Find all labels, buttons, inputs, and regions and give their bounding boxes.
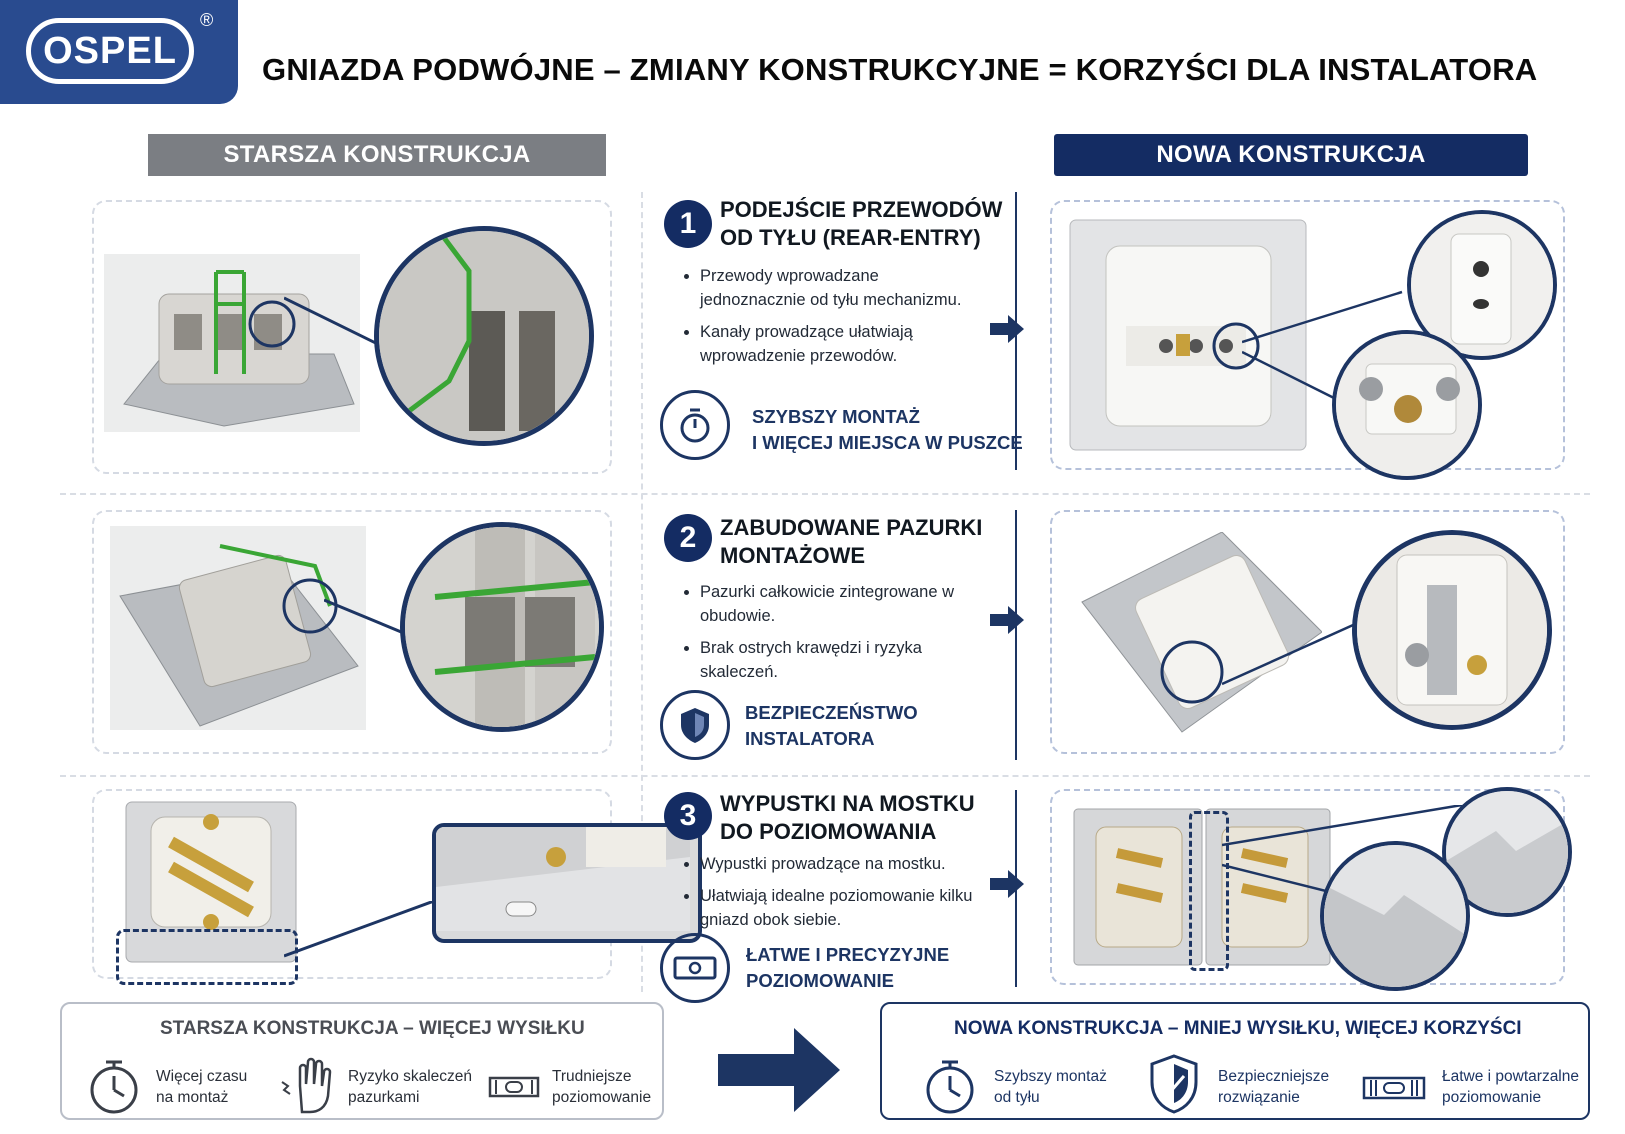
page-title: GNIAZDA PODWÓJNE – ZMIANY KONSTRUKCYJNE = KORZYŚCI DLA INSTALATORA [262,52,1538,87]
summary-old-item-1 [156,1066,247,1108]
benefit-line: I WIĘCEJ MIEJSCA W PUSZCE [752,432,1023,453]
level-icon [660,933,730,1003]
new-panel-2 [1050,510,1565,754]
summary-item-line: rozwiązanie [1218,1089,1300,1106]
summary-item-line: pazurkami [348,1089,420,1106]
feature-title-1 [720,196,1002,252]
level-icon [1362,1074,1426,1102]
bullet-item: • Przewody wprowadzane jednoznacznie od tyłu mechanizmu. [700,264,980,312]
old-detail-circle-2 [400,522,604,732]
summary-item-line: Ryzyko skaleczeń [348,1068,473,1085]
callout-line [284,901,434,961]
summary-new-item-3 [1442,1066,1579,1108]
big-arrow-right-icon [718,1028,840,1112]
feature-title-line: PODEJŚCIE PRZEWODÓW [720,197,1003,222]
bullet-item: • Wypustki prowadzące na mostku. [700,852,980,876]
brand-logo: OSPEL [26,18,194,84]
row-divider [60,493,1590,495]
stopwatch-icon [922,1056,978,1116]
benefit-line: INSTALATORA [745,728,875,749]
new-detail-circle-3b [1320,841,1470,991]
summary-item-line: od tyłu [994,1089,1040,1106]
feature-number-3: 3 [664,792,712,840]
benefit-line: POZIOMOWANIE [746,970,894,991]
header-new-construction: NOWA KONSTRUKCJA [1054,134,1528,176]
old-bridge-detail [432,823,702,943]
summary-new-box [880,1002,1590,1120]
feature-title-line: ZABUDOWANE PAZURKI [720,515,983,540]
feature-benefit-2 [745,700,918,752]
summary-item-line: na montaż [156,1089,229,1106]
summary-old-box [60,1002,664,1120]
feature-title-3 [720,790,975,846]
summary-item-line: Bezpieczniejsze [1218,1068,1330,1085]
shield-icon [660,690,730,760]
summary-item-line: Więcej czasu [156,1068,248,1085]
new-detail-circle-1b [1332,330,1482,480]
feature-benefit-3 [746,942,949,994]
feature-title-line: MONTAŻOWE [720,543,866,568]
feature-benefit-1 [752,404,1023,456]
summary-old-item-2 [348,1066,472,1108]
feature-title-line: DO POZIOMOWANIA [720,819,937,844]
column-line [1015,510,1017,760]
summary-item-line: Łatwe i powtarzalne [1442,1068,1579,1085]
bullet-item: • Pazurki całkowicie zintegrowane w obudowie. [700,580,980,628]
feature-bullets-2 [680,580,980,692]
feature-title-2 [720,514,982,570]
old-detail-circle-1 [374,226,594,446]
stopwatch-icon [86,1056,142,1116]
feature-title-line: WYPUSTKI NA MOSTKU [720,791,975,816]
summary-old-item-3 [552,1066,651,1108]
feature-number-2: 2 [664,514,712,562]
new-detail-circle-2 [1352,530,1552,730]
arrow-right-icon [990,870,1024,898]
summary-item-line: Szybszy montaż [994,1068,1107,1085]
arrow-right-icon [990,606,1024,634]
bullet-item: • Brak ostrych krawędzi i ryzyka skaleczeń. [700,636,980,684]
stopwatch-icon [660,390,730,460]
summary-old-title: STARSZA KONSTRUKCJA – WIĘCEJ WYSIŁKU [160,1018,585,1039]
feature-title-line: OD TYŁU (REAR-ENTRY) [720,225,981,250]
summary-item-line: Trudniejsze [552,1068,632,1085]
hand-cut-icon [280,1056,340,1116]
bullet-item: • Ułatwiają idealne poziomowanie kilku gniazd obok siebie. [700,884,980,932]
old-panel-3 [92,789,612,979]
summary-new-title: NOWA KONSTRUKCJA – MNIEJ WYSIŁKU, WIĘCEJ KORZYŚCI [954,1018,1522,1039]
summary-new-item-1 [994,1066,1107,1108]
old-panel-2 [92,510,612,754]
benefit-line: SZYBSZY MONTAŻ [752,406,920,427]
summary-new-item-2 [1218,1066,1329,1108]
feature-number-1: 1 [664,200,712,248]
new-panel-3 [1050,789,1565,985]
benefit-line: BEZPIECZEŃSTWO [745,702,918,723]
shield-icon [1146,1052,1202,1116]
feature-bullets-1 [680,264,980,376]
brand-logo-block [0,0,238,104]
benefit-line: ŁATWE I PRECYZYJNE [746,944,950,965]
old-panel-1 [92,200,612,474]
old-bridge-highlight [116,929,298,985]
feature-bullets-3 [680,852,980,940]
header-old-construction: STARSZA KONSTRUKCJA [148,134,606,176]
new-panel-1 [1050,200,1565,470]
summary-item-line: poziomowanie [552,1089,652,1106]
row-divider [60,775,1590,777]
registered-mark: ® [200,10,214,30]
level-icon [488,1074,540,1100]
bullet-item: • Kanały prowadzące ułatwiają wprowadzenie przewodów. [700,320,980,368]
summary-item-line: poziomowanie [1442,1089,1542,1106]
arrow-right-icon [990,315,1024,343]
